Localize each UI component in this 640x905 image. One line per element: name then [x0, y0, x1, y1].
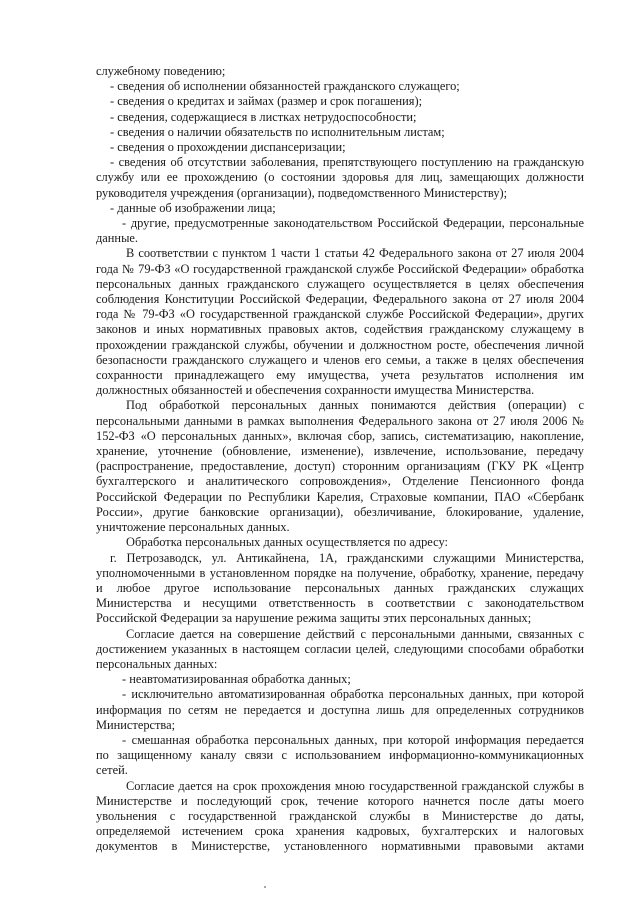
page-speck	[264, 886, 266, 888]
text-line: г. Петрозаводск, ул. Антикайнена, 1А, гражданскими служащими Министерства,	[110, 550, 584, 565]
text-line: - исключительно автоматизированная обработка персональных данных, при которой	[122, 687, 584, 702]
text-line: законов и иных нормативных правовых актов, содействия гражданскому служащему в	[96, 322, 584, 337]
text-line: 152-ФЗ «О персональных данных», включая сбор, запись, систематизацию, накопление,	[96, 428, 584, 443]
text-line: бухгалтерского и аналитического сопровождения», Отделение Пенсионного фонда	[96, 474, 584, 489]
text-line: и любое другое использование персональных данных гражданских служащих	[96, 580, 584, 595]
text-line: - сведения об исполнении обязанностей гражданского служащего;	[110, 79, 460, 94]
text-line: сохранности принадлежащего ему имущества, учета результатов исполнения им	[96, 368, 584, 383]
text-line: - сведения, содержащиеся в листках нетрудоспособности;	[110, 109, 417, 124]
text-line: служебному поведению;	[96, 64, 226, 78]
text-line: уничтожение персональных данных.	[96, 520, 290, 535]
text-line: персональными данными в рамках выполнения Федерального закона от 27 июля 2006 №	[96, 413, 584, 428]
text-line: России», другие банковские организации), обезличивание, блокирование, удаление,	[96, 504, 584, 519]
text-line: персональных данных:	[96, 656, 218, 671]
text-line: уполномоченными в установленном порядке на получение, обработку, хранение, передачу	[96, 565, 584, 580]
text-line: Министерства и несущими ответственность в соответствии с законодательством	[96, 596, 584, 611]
text-line: года № 79-ФЗ «О государственной гражданской службе Российской Федерации», других	[96, 307, 584, 322]
text-line: - смешанная обработка персональных данных, при которой информация передается	[122, 732, 584, 747]
text-line: Обработка персональных данных осуществляется по адресу:	[126, 535, 448, 550]
text-line: - сведения о прохождении диспансеризации;	[110, 140, 346, 155]
text-line: увольнения с государственной гражданской службы в Министерстве до даты,	[96, 808, 584, 823]
text-line: - сведения о наличии обязательств по исполнительным листам;	[110, 124, 445, 139]
text-line: персональных данных гражданского служащего осуществляется в целях обеспечения	[96, 276, 584, 291]
text-line: - данные об изображении лица;	[110, 200, 276, 215]
text-line: соблюдения Конституции Российской Федерации, Федерального закона от 27 июля 2004	[96, 292, 584, 307]
text-line: определяемой истечением срока хранения кадровых, бухгалтерских и налоговых	[96, 824, 584, 839]
text-line: безопасности гражданского служащего и членов его семьи, а также в целях обеспечения	[96, 352, 584, 367]
text-line: Российской Федерации по Республики Карелия, Страховые компании, ПАО «Сбербанк	[96, 489, 584, 504]
text-line: хранение, уточнение (обновление, изменение), извлечение, использование, передачу	[96, 444, 584, 459]
text-line: должностных обязанностей и обеспечения сохранности имущества Министерства.	[96, 383, 535, 398]
text-line: Российской Федерации за нарушение режима защиты этих персональных данных;	[96, 611, 532, 626]
text-line: данные.	[96, 231, 138, 246]
text-line: прохождении гражданской службы, обучении и должностном росте, обеспечения личной	[96, 337, 584, 352]
text-line: по защищенному каналу связи с использованием информационно-коммуникационных	[96, 748, 584, 763]
text-line: Министерства;	[96, 717, 176, 732]
text-line: Под обработкой персональных данных понимаются действия (операции) с	[126, 398, 584, 413]
text-line: службу или ее прохождению (о состоянии здоровья для лиц, замещающих должности	[96, 170, 584, 185]
text-line: В соответствии с пунктом 1 части 1 статьи 42 Федерального закона от 27 июля 2004	[126, 246, 584, 261]
text-line: - неавтоматизированная обработка данных;	[122, 672, 351, 687]
text-line: достижением указанных в настоящем согласии целей, следующими способами обработки	[96, 641, 584, 656]
text-line: - другие, предусмотренные законодательством Российской Федерации, персональные	[122, 216, 584, 231]
text-line: года № 79-ФЗ «О государственной гражданской службе Российской Федерации» обработка	[96, 261, 584, 276]
text-line: документов в Министерстве, установленного нормативными правовыми актами	[96, 839, 584, 854]
text-line: - сведения об отсутствии заболевания, препятствующего поступлению на гражданскую	[110, 155, 584, 170]
text-line: (распространение, предоставление, доступ) сторонним организациям (ГКУ РК «Центр	[96, 459, 584, 474]
text-line: информация по сетям не передается и доступна лишь для определенных сотрудников	[96, 702, 584, 717]
text-line: руководителя учреждения (организации), подведомственного Министерству);	[96, 185, 508, 200]
document-body	[96, 64, 584, 855]
text-line: Министерстве и последующий срок, течение которого начнется после даты моего	[96, 793, 584, 808]
text-line: Согласие дается на срок прохождения мною государственной гражданской службы в	[126, 778, 584, 793]
text-line: сетей.	[96, 763, 128, 778]
text-line: - сведения о кредитах и займах (размер и срок погашения);	[110, 94, 423, 109]
text-line: Согласие дается на совершение действий с персональными данными, связанных с	[126, 626, 584, 641]
